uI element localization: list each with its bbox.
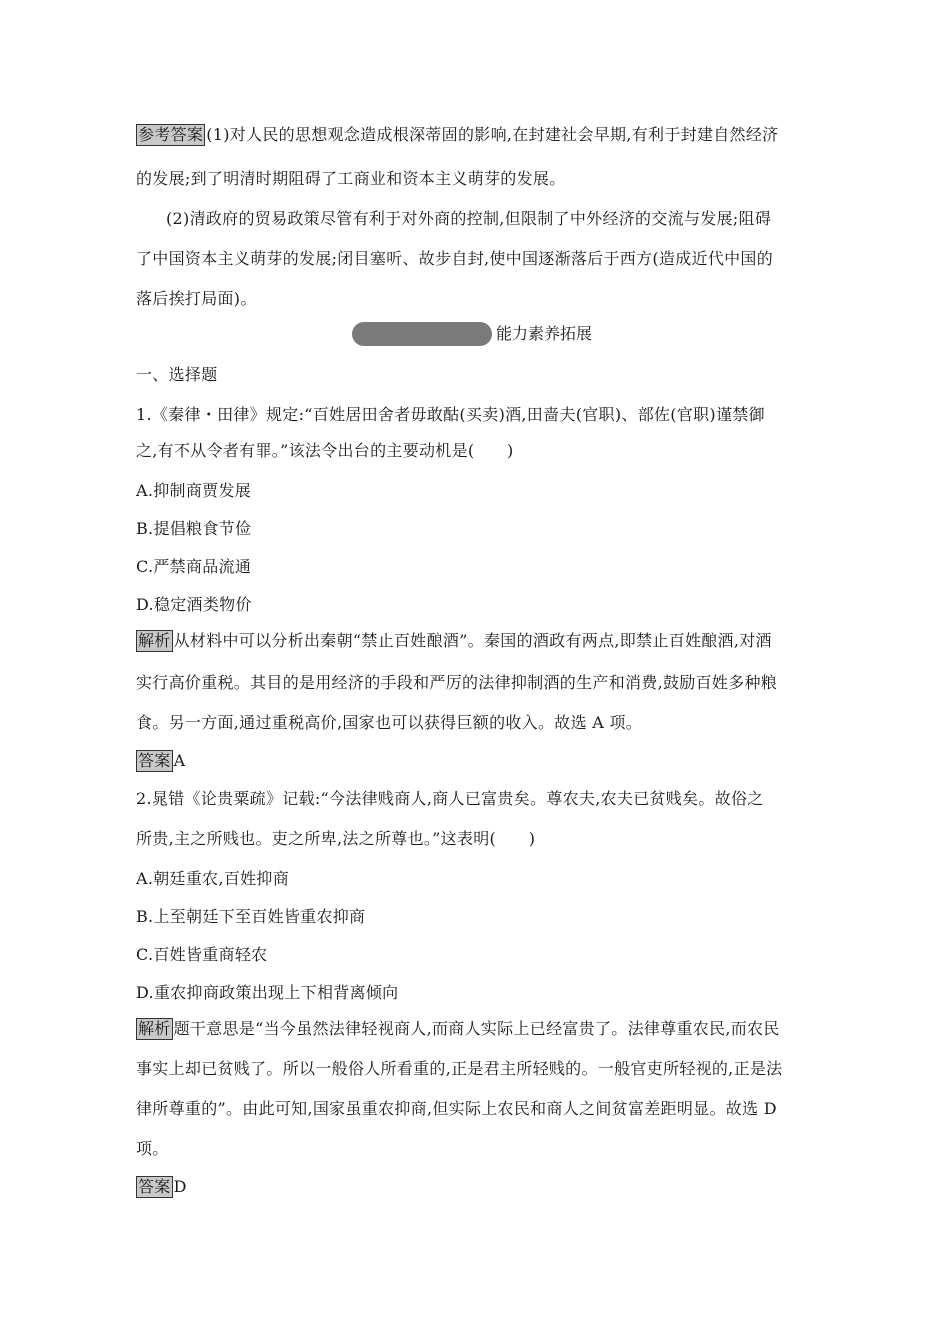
q1-answer-line (136, 748, 185, 774)
reference-answer-line-2: 的发展;到了明清时期阻碍了工商业和资本主义萌芽的发展。 (136, 169, 566, 188)
q1-answer-tag: 答案 (138, 751, 171, 770)
q1-analysis-line-1: 解析 从材料中可以分析出秦朝“禁止百姓酿酒”。秦国的酒政有两点,即禁止百姓酿酒,对酒 (138, 631, 772, 650)
q2-option-b: B.上至朝廷下至百姓皆重农抑商 (136, 907, 366, 926)
q1-option-b: B.提倡粮食节俭 (136, 519, 252, 538)
q2-analysis-line-1: 解析 题干意思是“当今虽然法律轻视商人,而商人实际上已经富贵了。法律尊重农民,而农民 (138, 1019, 780, 1038)
q2-analysis-line-4: 项。 (136, 1139, 169, 1158)
q1-option-a: A.抑制商贾发展 (136, 481, 252, 500)
reference-answer-line-1: 参考答案 (1)对人民的思想观念造成根深蒂固的影响,在封建社会早期,有利于封建自然经济 (138, 125, 779, 144)
q2-stem-line-2: 所贵,主之所贱也。吏之所卑,法之所尊也。”这表明( ) (136, 829, 536, 848)
q2-analysis-tag: 解析 (138, 1019, 171, 1038)
q1-stem-line-1: 1.《秦律・田律》规定:“百姓居田舍者毋敢酤(买卖)酒,田啬夫(官职)、部佐(官职)谨禁御 (136, 405, 765, 424)
q2-option-a: A.朝廷重农,百姓抑商 (136, 869, 290, 888)
q2-analysis-line-2: 事实上却已贫贱了。所以一般俗人所看重的,正是君主所轻贱的。一般官吏所轻视的,正是法 (136, 1059, 783, 1078)
q2-answer-line (136, 1174, 187, 1200)
q1-option-d: D.稳定酒类物价 (136, 595, 252, 614)
q2-option-c: C.百姓皆重商轻农 (136, 945, 268, 964)
q2-analysis-line-3: 律所尊重的”。由此可知,国家虽重农抑商,但实际上农民和商人之间贫富差距明显。故选 D (136, 1099, 777, 1118)
q2-answer: D (173, 1177, 187, 1196)
q1-stem-line-2: 之,有不从令者有罪。”该法令出台的主要动机是( ) (136, 441, 514, 460)
q2-option-d: D.重农抑商政策出现上下相背离倾向 (136, 983, 399, 1002)
reference-answer-line-3: (2)清政府的贸易政策尽管有利于对外商的控制,但限制了中外经济的交流与发展;阻碍 (166, 209, 772, 228)
part-heading: 一、选择题 (136, 365, 218, 384)
q1-answer: A (173, 751, 186, 770)
q1-option-c: C.严禁商品流通 (136, 557, 252, 576)
q1-analysis-tag: 解析 (138, 631, 171, 650)
section-banner-bar (352, 322, 492, 346)
reference-answer-line-4: 了中国资本主义萌芽的发展;闭目塞听、故步自封,使中国逐渐落后于西方(造成近代中国的 (136, 249, 774, 268)
reference-answer-line-5: 落后挨打局面)。 (136, 289, 257, 308)
section-title: 能力素养拓展 (496, 324, 593, 343)
q1-analysis-line-2: 实行高价重税。其目的是用经济的手段和严厉的法律抑制酒的生产和消费,鼓励百姓多种粮 (136, 673, 778, 692)
q2-answer-tag: 答案 (138, 1177, 171, 1196)
reference-answer-tag: 参考答案 (138, 125, 204, 144)
q1-analysis-line-3: 食。另一方面,通过重税高价,国家也可以获得巨额的收入。故选 A 项。 (136, 713, 643, 732)
q2-stem-line-1: 2.晁错《论贵粟疏》记载:“今法律贱商人,商人已富贵矣。尊农夫,农夫已贫贱矣。故俗之 (136, 789, 764, 808)
